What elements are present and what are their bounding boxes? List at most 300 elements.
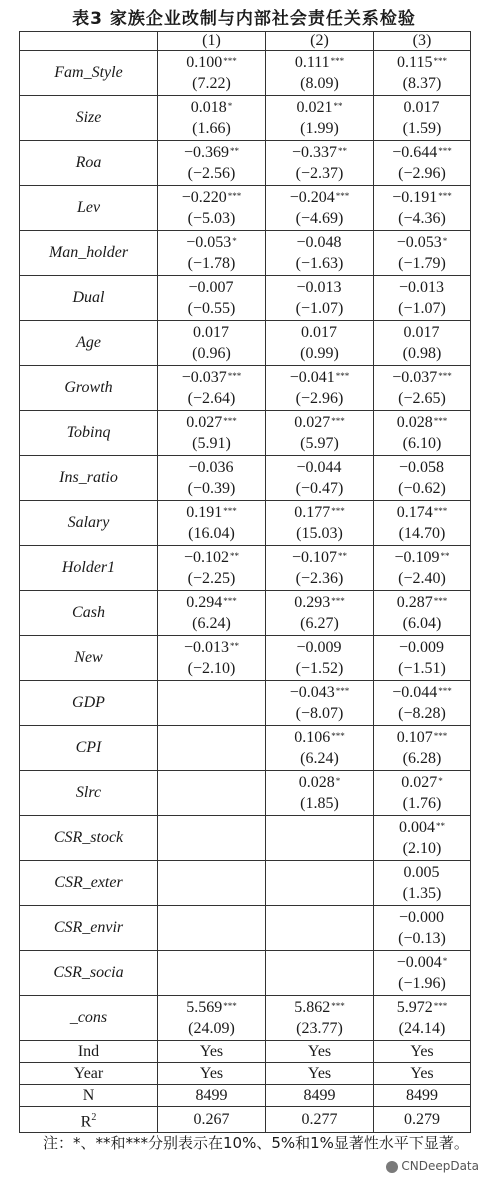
t-statistic: (−2.64) [187,390,236,407]
t-statistic: (6.28) [402,750,442,767]
variable-name: Dual [20,276,158,321]
significance-stars: *** [438,146,452,156]
coefficient [374,592,470,613]
coef-cell [374,186,471,231]
t-statistic: (7.22) [192,75,231,92]
coef-cell [266,321,374,366]
significance-stars: ** [440,551,450,561]
significance-stars: *** [223,1001,237,1011]
significance-stars: *** [433,1001,448,1011]
t-statistic: (−0.62) [398,480,446,497]
significance-stars: *** [223,416,237,426]
variable-name: Lev [20,186,158,231]
coef-cell [374,411,471,456]
table-row [20,771,471,816]
coef-cell [266,276,374,321]
coef-cell [374,456,471,501]
coefficient [374,907,470,928]
coefficient [158,142,265,163]
table-row [20,96,471,141]
coefficient [158,502,265,523]
coefficient [374,502,470,523]
significance-stars: *** [331,416,345,426]
coefficient [158,997,265,1018]
coef-value: 0.017 [193,324,229,341]
variable-name: GDP [20,681,158,726]
footer-label-text: Year [73,1065,104,1082]
significance-stars: * [335,776,341,786]
coef-value: −0.107 [291,549,338,566]
footer-label [20,1085,158,1107]
coef-cell [158,186,266,231]
significance-stars: *** [433,56,447,66]
coef-value: 0.028 [396,414,433,431]
coef-cell [374,951,471,996]
t-statistic: (1.99) [300,120,339,137]
coef-cell [374,546,471,591]
coef-cell [266,951,374,996]
coef-value: −0.204 [289,189,335,206]
footer-value: Yes [158,1063,266,1085]
coef-value: −0.013 [183,639,230,656]
coef-cell [158,861,266,906]
footer-label-text: Ind [77,1043,100,1060]
watermark-text: CNDeepData [401,1159,479,1173]
significance-stars: * [232,236,237,246]
coef-cell [374,861,471,906]
column-header: (2) [266,32,374,51]
coefficient [266,502,373,523]
coefficient [266,412,373,433]
coef-cell [158,411,266,456]
coefficient [266,232,373,253]
significance-stars: *** [438,371,452,381]
t-statistic: (15.03) [296,525,343,542]
coef-cell [266,681,374,726]
table-row [20,456,471,501]
t-statistic: (−8.07) [295,705,344,722]
significance-stars: ** [338,551,348,561]
t-statistic: (1.35) [402,885,442,902]
footer-label [20,1041,158,1063]
coef-value: 5.569 [186,999,223,1016]
coef-value: −0.044 [392,684,438,701]
significance-stars: * [227,101,233,111]
regression-table [19,31,471,1133]
coefficient [266,277,373,298]
coef-cell [266,186,374,231]
coef-cell [158,726,266,771]
t-statistic: (−2.40) [398,570,446,587]
table-row [20,51,471,96]
coefficient [158,97,265,118]
coefficient [374,997,470,1018]
coefficient [266,727,373,748]
variable-name: Ins_ratio [20,456,158,501]
coef-value: 0.293 [294,594,331,611]
t-statistic: (−2.96) [295,390,344,407]
coef-value: 0.017 [301,324,337,341]
coef-cell [266,726,374,771]
coefficient [266,772,373,793]
t-statistic: (8.37) [402,75,442,92]
coef-cell [158,366,266,411]
coef-value: 0.027 [186,414,223,431]
coef-cell [374,681,471,726]
column-header: (1) [158,32,266,51]
variable-name: Size [20,96,158,141]
significance-stars: ** [338,146,348,156]
variable-name: CSR_stock [20,816,158,861]
coefficient [374,232,470,253]
significance-stars: *** [335,191,350,201]
coef-cell [266,996,374,1041]
coef-value: −0.037 [392,369,438,386]
coef-cell [158,591,266,636]
t-statistic: (−2.65) [398,390,446,407]
t-statistic: (1.76) [402,795,442,812]
watermark [383,1158,482,1174]
coef-cell [158,141,266,186]
variable-name: Fam_Style [20,51,158,96]
coef-cell [158,681,266,726]
coef-value: −0.644 [392,144,438,161]
coefficient [374,142,470,163]
footer-value: 8499 [374,1085,471,1107]
significance-stars: *** [433,416,448,426]
coef-value: 0.004 [399,819,435,836]
table-row [20,546,471,591]
coefficient [374,322,470,343]
variable-name: Holder1 [20,546,158,591]
coefficient [266,547,373,568]
significance-stars: *** [227,371,242,381]
coef-value: 0.177 [294,504,331,521]
t-statistic: (24.09) [188,1020,235,1037]
coef-cell [158,321,266,366]
variable-name: Tobinq [20,411,158,456]
coef-cell [374,321,471,366]
coefficient [158,187,265,208]
t-statistic: (8.09) [300,75,339,92]
coef-value: −0.109 [394,549,440,566]
header-row [20,32,471,51]
significance-stars: *** [223,506,237,516]
t-statistic: (−2.36) [295,570,344,587]
coef-cell [374,996,471,1041]
coef-cell [374,51,471,96]
footer-value: 0.277 [266,1107,374,1133]
coef-value: 0.191 [186,504,223,521]
table-row [20,636,471,681]
coefficient [266,637,373,658]
significance-stars: ** [333,101,343,111]
table-row [20,681,471,726]
coef-cell [374,906,471,951]
variable-name: CPI [20,726,158,771]
t-statistic: (−1.07) [398,300,446,317]
coef-cell [158,951,266,996]
t-statistic: (−2.96) [398,165,446,182]
table-row [20,231,471,276]
significance-stars: *** [335,686,350,696]
significance-stars: *** [331,506,345,516]
coef-value: 5.862 [294,999,331,1016]
footer-value: 8499 [266,1085,374,1107]
coefficient [266,322,373,343]
coefficient [266,682,373,703]
column-header: (3) [374,32,471,51]
coef-value: −0.369 [183,144,230,161]
footer-row [20,1063,471,1085]
table-row [20,276,471,321]
t-statistic: (6.24) [300,750,339,767]
coefficient [158,52,265,73]
significance-stars: *** [330,56,345,66]
significance-stars: * [442,236,448,246]
coef-cell [266,816,374,861]
significance-stars: *** [223,56,237,66]
footer-value: 0.267 [158,1107,266,1133]
coefficient [158,232,265,253]
t-statistic: (23.77) [296,1020,343,1037]
coefficient [158,367,265,388]
t-statistic: (−2.10) [187,660,236,677]
coef-cell [158,906,266,951]
coef-cell [374,726,471,771]
wechat-icon [386,1161,398,1173]
coefficient [374,367,470,388]
t-statistic: (−1.51) [398,660,446,677]
significance-stars: *** [438,686,452,696]
coef-cell [158,456,266,501]
footer-label [20,1107,158,1133]
t-statistic: (6.27) [300,615,339,632]
coef-cell [266,231,374,276]
coef-value: 0.021 [296,99,333,116]
t-statistic: (14.70) [398,525,446,542]
coef-value: −0.013 [296,279,342,296]
coef-cell [266,906,374,951]
coefficient [374,817,470,838]
coef-value: 0.028 [298,774,335,791]
coef-value: 0.100 [186,54,223,71]
significance-stars: *** [335,371,350,381]
coef-cell [374,501,471,546]
t-statistic: (0.99) [300,345,339,362]
coefficient [158,457,265,478]
coefficient [266,142,373,163]
coef-cell [374,636,471,681]
coef-value: −0.053 [186,234,232,251]
coef-value: −0.043 [289,684,335,701]
coef-value: 0.018 [190,99,227,116]
coef-cell [266,141,374,186]
coefficient [266,457,373,478]
t-statistic: (24.14) [398,1020,446,1037]
footer-value: Yes [266,1041,374,1063]
t-statistic: (−2.37) [295,165,344,182]
t-statistic: (−2.25) [187,570,236,587]
coef-cell [374,591,471,636]
coefficient [374,52,470,73]
coef-cell [374,96,471,141]
coef-value: −0.037 [181,369,227,386]
coefficient [374,727,470,748]
coefficient [374,457,470,478]
table-row [20,906,471,951]
significance-stars: ** [230,551,240,561]
coef-cell [158,231,266,276]
coef-cell [374,366,471,411]
t-statistic: (16.04) [188,525,235,542]
coefficient [266,187,373,208]
coef-value: 0.027 [401,774,438,791]
footer-row [20,1041,471,1063]
t-statistic: (−5.03) [187,210,236,227]
coef-value: 0.115 [397,54,433,71]
variable-name: CSR_exter [20,861,158,906]
coef-value: −0.044 [296,459,342,476]
coefficient [374,97,470,118]
table-row [20,141,471,186]
coef-value: −0.009 [296,639,342,656]
coefficient [374,772,470,793]
t-statistic: (6.10) [402,435,442,452]
coef-cell [158,816,266,861]
table-row [20,501,471,546]
footer-row [20,1107,471,1133]
coefficient [266,52,373,73]
coef-value: 0.111 [294,54,330,71]
significance-stars: *** [331,731,345,741]
table-row [20,366,471,411]
significance-stars: *** [331,596,345,606]
coef-cell [158,771,266,816]
coefficient [158,637,265,658]
footer-value: Yes [266,1063,374,1085]
table-row [20,996,471,1041]
variable-name: Roa [20,141,158,186]
t-statistic: (1.66) [192,120,231,137]
coef-value: −0.041 [289,369,335,386]
variable-name: New [20,636,158,681]
significance-stars: *** [433,596,448,606]
footer-value: 0.279 [374,1107,471,1133]
coef-cell [266,546,374,591]
significance-stars: ** [230,641,240,651]
footer-row [20,1085,471,1107]
coef-value: 0.005 [403,864,440,881]
table-note: 注：*、**和***分别表示在10%、5%和1%显著性水平下显著。 [43,1134,469,1152]
coef-cell [266,51,374,96]
significance-stars: *** [433,506,448,516]
coef-cell [266,861,374,906]
coef-cell [158,96,266,141]
significance-stars: * [442,956,448,966]
coef-cell [266,456,374,501]
t-statistic: (1.59) [402,120,442,137]
footer-value: Yes [374,1041,471,1063]
coef-cell [266,96,374,141]
coef-value: −0.191 [392,189,438,206]
t-statistic: (1.85) [300,795,339,812]
coef-value: 0.287 [396,594,433,611]
header-blank [20,32,158,51]
t-statistic: (−0.47) [295,480,344,497]
coefficient [374,862,470,883]
coef-cell [266,591,374,636]
significance-stars: *** [433,731,448,741]
table-row [20,321,471,366]
table-row [20,591,471,636]
coef-value: 0.106 [294,729,331,746]
significance-stars: *** [223,596,237,606]
coef-cell [266,771,374,816]
t-statistic: (2.10) [402,840,442,857]
coefficient [374,277,470,298]
footer-value: Yes [374,1063,471,1085]
coef-value: −0.337 [291,144,338,161]
coef-cell [158,51,266,96]
table-row [20,816,471,861]
coef-value: −0.036 [188,459,234,476]
coef-cell [374,276,471,321]
coef-value: −0.102 [183,549,230,566]
coef-cell [374,816,471,861]
coef-cell [266,411,374,456]
table-row [20,411,471,456]
coef-value: −0.004 [396,954,442,971]
coefficient [158,277,265,298]
footer-value: 8499 [158,1085,266,1107]
coef-value: 0.107 [396,729,433,746]
t-statistic: (5.97) [300,435,339,452]
coefficient [158,547,265,568]
t-statistic: (6.24) [192,615,231,632]
table-title: 表3 家族企业改制与内部社会责任关系检验 [72,9,416,29]
t-statistic: (−0.55) [187,300,236,317]
coef-value: −0.048 [296,234,342,251]
t-statistic: (−0.39) [187,480,236,497]
coef-value: −0.053 [396,234,442,251]
t-statistic: (−1.63) [295,255,344,272]
coef-value: 0.294 [186,594,223,611]
table-row [20,951,471,996]
variable-name: CSR_socia [20,951,158,996]
coef-cell [266,636,374,681]
t-statistic: (−2.56) [187,165,236,182]
variable-name: CSR_envir [20,906,158,951]
coefficient [266,592,373,613]
coef-value: −0.013 [398,279,445,296]
variable-name: Salary [20,501,158,546]
significance-stars: * [438,776,443,786]
table-row [20,861,471,906]
t-statistic: (0.96) [192,345,231,362]
coef-value: −0.220 [181,189,227,206]
coef-value: 0.017 [403,324,440,341]
coefficient [158,592,265,613]
coef-cell [158,276,266,321]
t-statistic: (−1.52) [295,660,344,677]
footer-label [20,1063,158,1085]
coefficient [374,637,470,658]
table-row [20,186,471,231]
significance-stars: *** [438,191,452,201]
coef-cell [158,546,266,591]
coef-value: 0.027 [294,414,331,431]
